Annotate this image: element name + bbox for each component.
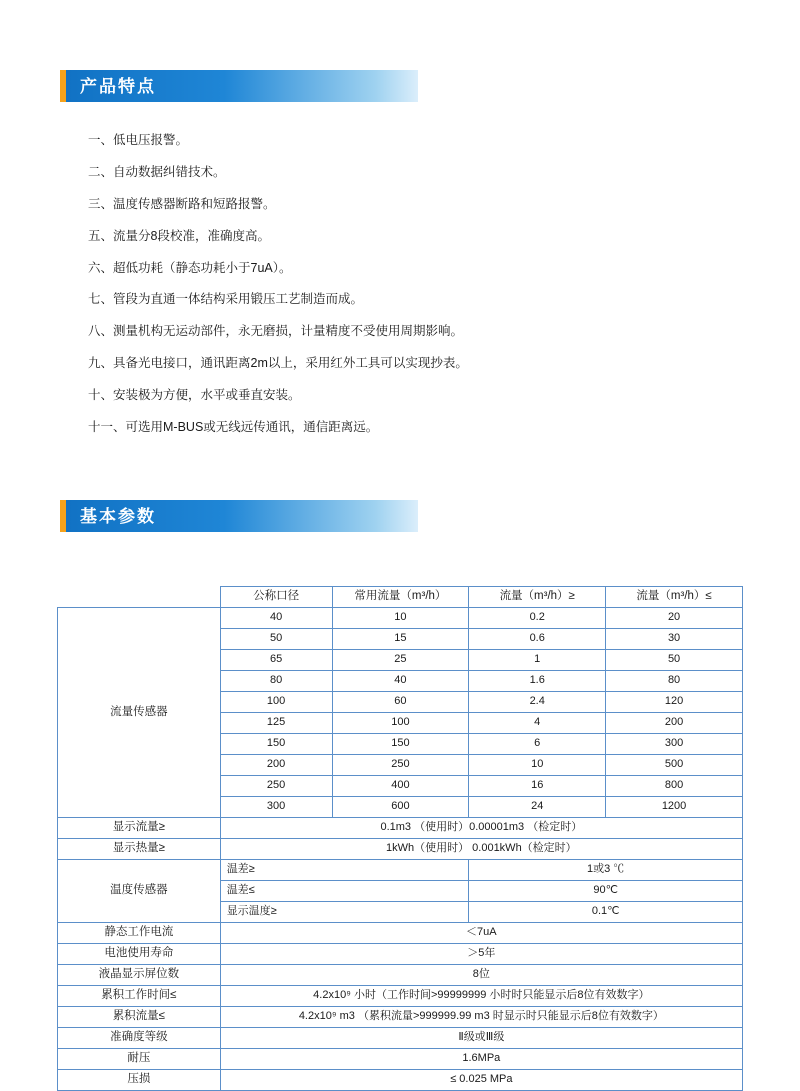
table-cell: 100	[332, 713, 469, 734]
specifications-table	[57, 586, 743, 1091]
row-label: 累积工作时间≤	[58, 986, 221, 1007]
list-item: 十、安装极为方便，水平或垂直安装。	[88, 388, 301, 403]
table-cell: ＞5年	[220, 944, 742, 965]
table-cell: 65	[220, 650, 332, 671]
params-section-header	[60, 500, 418, 532]
table-cell: 1200	[606, 797, 743, 818]
params-header-bar-body	[66, 500, 418, 532]
table-cell: 4.2x10⁹ 小时（工作时间>99999999 小时时只能显示后8位有效数字）	[220, 986, 742, 1007]
table-row	[58, 1070, 743, 1091]
table-row	[58, 608, 743, 629]
table-cell: 1kWh（使用时） 0.001kWh（检定时）	[220, 839, 742, 860]
table-cell: 800	[606, 776, 743, 797]
features-section-header	[60, 70, 418, 102]
list-item: 二、自动数据纠错技术。	[88, 164, 226, 179]
table-row	[58, 1007, 743, 1028]
table-cell: 80	[220, 671, 332, 692]
table-row	[58, 923, 743, 944]
table-cell: 0.1m3 （使用时）0.00001m3 （检定时）	[220, 818, 742, 839]
table-cell: ＜7uA	[220, 923, 742, 944]
table-cell-empty	[58, 587, 221, 608]
table-cell: ≤ 0.025 MPa	[220, 1070, 742, 1091]
row-label-flow-sensor: 流量传感器	[58, 608, 221, 818]
list-item: 五、流量分8段校准，准确度高。	[88, 228, 270, 243]
list-item: 七、管段为直通一体结构采用锻压工艺制造而成。	[88, 292, 364, 307]
table-cell: 300	[220, 797, 332, 818]
table-row	[58, 986, 743, 1007]
table-cell: 50	[220, 629, 332, 650]
table-row	[58, 944, 743, 965]
table-cell: 125	[220, 713, 332, 734]
row-label: 液晶显示屏位数	[58, 965, 221, 986]
list-item: 八、测量机构无运动部件，永无磨损，计量精度不受使用周期影响。	[88, 324, 464, 339]
table-cell: 2.4	[469, 692, 606, 713]
table-row	[58, 965, 743, 986]
table-cell: 10	[332, 608, 469, 629]
table-cell: 200	[606, 713, 743, 734]
table-header-row	[58, 587, 743, 608]
table-header-cell: 常用流量（m³/h）	[332, 587, 469, 608]
table-cell: 300	[606, 734, 743, 755]
row-label-display-flow: 显示流量≥	[58, 818, 221, 839]
row-label: 压损	[58, 1070, 221, 1091]
table-cell: 120	[606, 692, 743, 713]
features-header-bar-body	[66, 70, 418, 102]
table-cell: 25	[332, 650, 469, 671]
table-cell: 80	[606, 671, 743, 692]
row-label-display-heat: 显示热量≥	[58, 839, 221, 860]
table-cell: 0.6	[469, 629, 606, 650]
table-cell: 8位	[220, 965, 742, 986]
table-cell: 250	[220, 776, 332, 797]
table-cell: 4	[469, 713, 606, 734]
table-cell: 1.6	[469, 671, 606, 692]
features-section-title: 产品特点	[80, 76, 156, 96]
table-cell: 温差≥	[220, 860, 469, 881]
table-cell: 10	[469, 755, 606, 776]
table-cell: 16	[469, 776, 606, 797]
table-cell: Ⅱ级或Ⅲ级	[220, 1028, 742, 1049]
table-row	[58, 1028, 743, 1049]
row-label: 准确度等级	[58, 1028, 221, 1049]
features-list	[88, 134, 748, 453]
table-header-cell: 流量（m³/h）≥	[469, 587, 606, 608]
table-cell: 50	[606, 650, 743, 671]
table-cell: 500	[606, 755, 743, 776]
table-cell: 24	[469, 797, 606, 818]
table-cell: 60	[332, 692, 469, 713]
row-label: 耐压	[58, 1049, 221, 1070]
table-cell: 30	[606, 629, 743, 650]
table-cell: 150	[220, 734, 332, 755]
table-cell: 6	[469, 734, 606, 755]
list-item: 一、低电压报警。	[88, 133, 189, 147]
row-label: 电池使用寿命	[58, 944, 221, 965]
table-cell: 1或3 ℃	[469, 860, 743, 881]
list-item: 三、温度传感器断路和短路报警。	[88, 196, 276, 211]
table-cell: 显示温度≥	[220, 902, 469, 923]
row-label: 静态工作电流	[58, 923, 221, 944]
table-cell: 100	[220, 692, 332, 713]
table-cell: 150	[332, 734, 469, 755]
table-cell: 20	[606, 608, 743, 629]
table-header-cell: 公称口径	[220, 587, 332, 608]
table-cell: 15	[332, 629, 469, 650]
table-cell: 4.2x10⁹ m3 （累积流量>999999.99 m3 时显示时只能显示后8位有效数字）	[220, 1007, 742, 1028]
table-row	[58, 818, 743, 839]
table-cell: 400	[332, 776, 469, 797]
list-item: 九、具备光电接口，通讯距离2m以上，采用红外工具可以实现抄表。	[88, 356, 468, 371]
table-header-cell: 流量（m³/h）≤	[606, 587, 743, 608]
table-cell: 200	[220, 755, 332, 776]
table-row	[58, 860, 743, 881]
params-section-title: 基本参数	[80, 506, 156, 526]
table-cell: 0.1℃	[469, 902, 743, 923]
table-cell: 0.2	[469, 608, 606, 629]
table-row	[58, 839, 743, 860]
row-label-temp-sensor: 温度传感器	[58, 860, 221, 923]
table-cell: 1	[469, 650, 606, 671]
table-cell: 40	[220, 608, 332, 629]
list-item: 十一、可选用M-BUS或无线远传通讯，通信距离远。	[88, 420, 379, 435]
table-cell: 1.6MPa	[220, 1049, 742, 1070]
table-cell: 250	[332, 755, 469, 776]
list-item: 六、超低功耗（静态功耗小于7uA）。	[88, 260, 292, 275]
table-cell: 40	[332, 671, 469, 692]
table-cell: 600	[332, 797, 469, 818]
table-cell: 温差≤	[220, 881, 469, 902]
table-row	[58, 1049, 743, 1070]
table-cell: 90℃	[469, 881, 743, 902]
row-label: 累积流量≤	[58, 1007, 221, 1028]
